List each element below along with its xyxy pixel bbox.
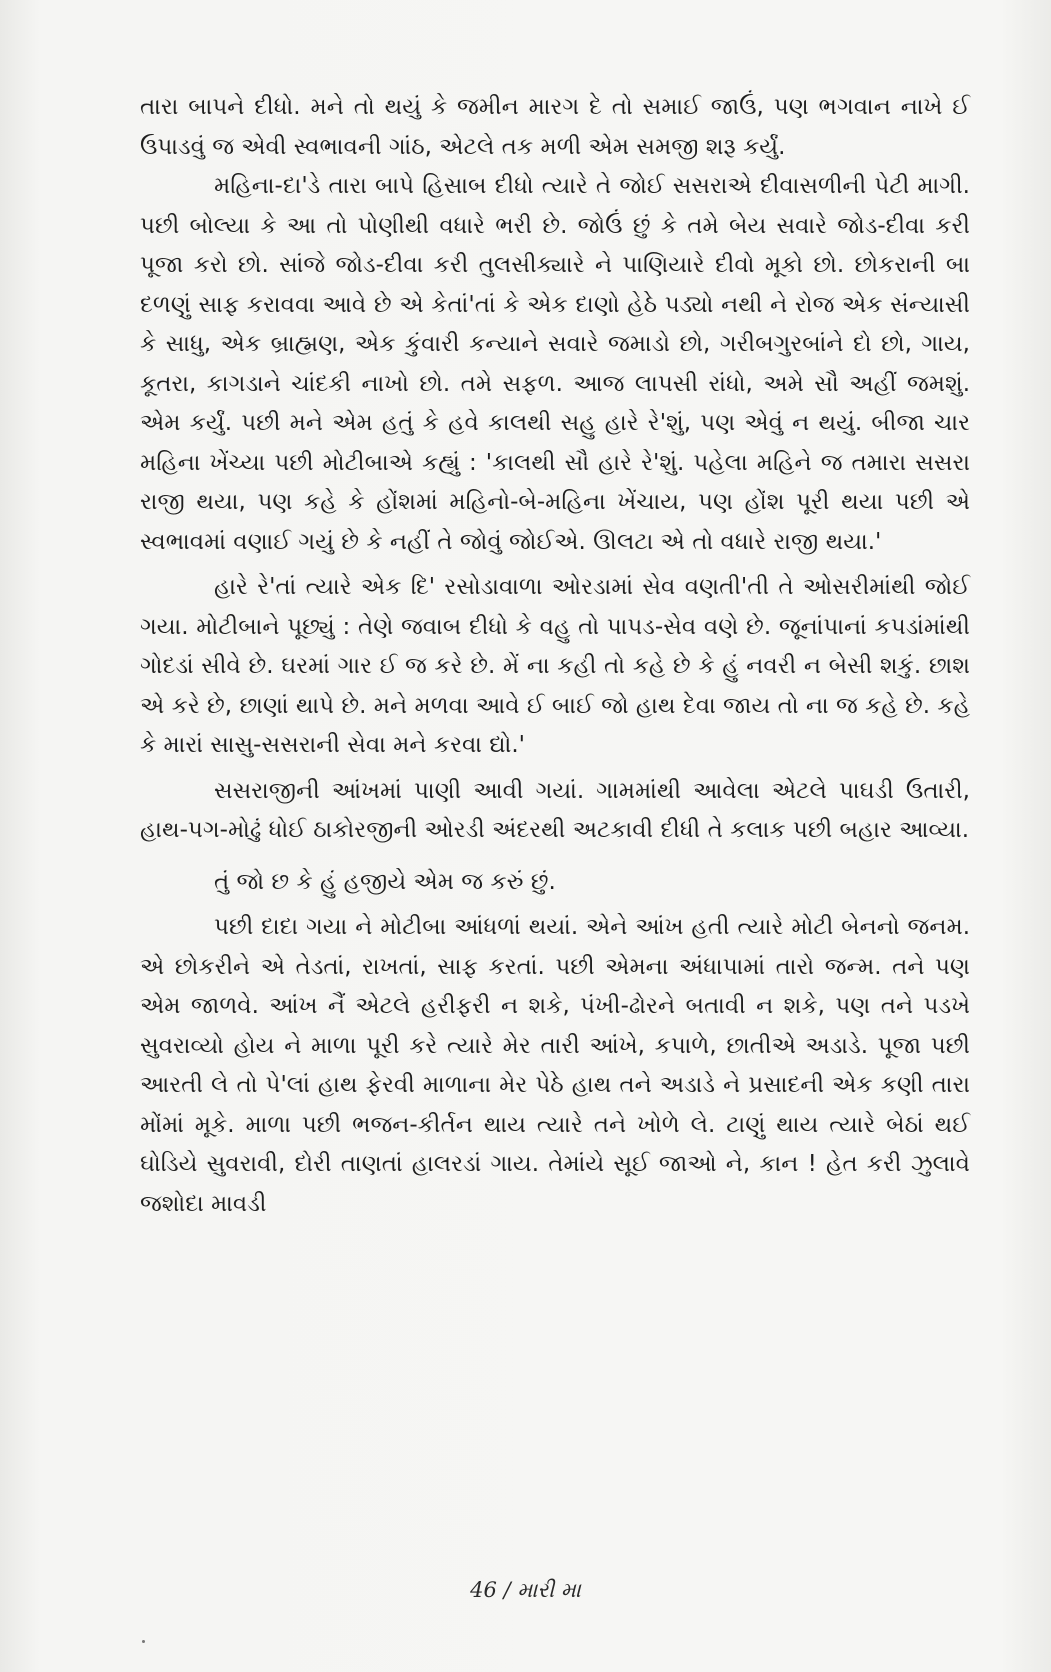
page-footer: 46 / મારી મા xyxy=(470,1578,581,1602)
paragraph-3: હારે રે'તાં ત્યારે એક દિ' રસોડાવાળા ઓરડામાં સેવ વણતી'તી તે ઓસરીમાંથી જોઈ ગયા. મોટીબાને પૂછ્યું : તેણે જવાબ દીધો કે વહુ તો પાપડ-સેવ વણે છે. જૂનાંપાનાં કપડાંમાંથી ગોદડાં સીવે છે. ઘરમાં ગાર ઈ જ કરે છે. મેં ના કહી તો કહે છે કે હું નવરી ન બેસી શકું. છાશ એ કરે છે, છાણાં થાપે છે. મને મળવા આવે ઈ બાઈ જો હાથ દેવા જાય તો ના જ કહે છે. કહે કે મારાં સાસુ-સસરાની સેવા મને કરવા દ્યો.' xyxy=(140,574,970,758)
paragraph-4: સસરાજીની આંખમાં પાણી આવી ગયાં. ગામમાંથી આવેલા એટલે પાઘડી ઉતારી, હાથ-પગ-મોઢું ધોઈ ઠાકોરજીની ઓરડી અંદરથી અટકાવી દીધી તે કલાક પછી બહાર આવ્યા. xyxy=(140,777,970,843)
paragraph-6: પછી દાદા ગયા ને મોટીબા આંધળાં થયાં. એને આંખ હતી ત્યારે મોટી બેનનો જનમ. એ છોકરીને એ તેડતાં, રાખતાં, સાફ કરતાં. પછી એમના અંધાપામાં તારો જન્મ. તને પણ એમ જાળવે. આંખ નૈં એટલે હરીફરી ન શકે, પંખી-ઢોરને બતાવી ન શકે, પણ તને પડખે સુવરાવ્યો હોય ને માળા પૂરી કરે ત્યારે મેર તારી આંખે, કપાળે, છાતીએ અડાડે. પૂજા પછી આરતી લે તો પે'લાં હાથ ફેરવી માળાના મેર પેઠે હાથ તને અડાડે ને પ્રસાદની એક કણી તારા મોંમાં મૂકે. માળા પછી ભજન-કીર્તન થાય ત્યારે તને ખોળે લે. ટાણું થાય ત્યારે બેઠાં થઈ ઘોડિયે સુવરાવી, દોરી તાણતાં હાલરડાં ગાય. તેમાંયે સૂઈ જાઓ ને, કાન ! હેત કરી ઝુલાવે જશોદા માવડી xyxy=(140,914,970,1217)
print-speck xyxy=(142,1640,145,1643)
paragraph-5: તું જો છ કે હું હજીયે એમ જ કરું છું. xyxy=(214,868,556,895)
paragraph-1: તારા બાપને દીધો. મને તો થયું કે જમીન મારગ દે તો સમાઈ જાઉં, પણ ભગવાન નાખે ઈ ઉપાડવું જ એવી સ્વભાવની ગાંઠ, એટલે તક મળી એમ સમજી શરૂ કર્યું. xyxy=(140,94,970,160)
body-text xyxy=(140,88,970,1224)
paragraph-2: મહિના-દા'ડે તારા બાપે હિસાબ દીધો ત્યારે તે જોઈ સસરાએ દીવાસળીની પેટી માગી. પછી બોલ્યા કે આ તો પોણીથી વધારે ભરી છે. જોઉં છું કે તમે બેય સવારે જોડ-દીવા કરી પૂજા કરો છો. સાંજે જોડ-દીવા કરી તુલસીક્યારે ને પાણિયારે દીવો મૂકો છો. છોકરાની બા દળણું સાફ કરાવવા આવે છે એ કેતાં'તાં કે એક દાણો હેઠે પડ્યો નથી ને રોજ એક સંન્યાસી કે સાધુ, એક બ્રાહ્મણ, એક કુંવારી કન્યાને સવારે જમાડો છો, ગરીબગુરબાંને દો છો, ગાય, કૂતરા, કાગડાને ચાંદકી નાખો છો. તમે સફળ. આજ લાપસી રાંધો, અમે સૌ અહીં જમશું. એમ કર્યું. પછી મને એમ હતું કે હવે કાલથી સહુ હારે રે'શું, પણ એવું ન થયું. બીજા ચાર મહિના ખેંચ્યા પછી મોટીબાએ કહ્યું : 'કાલથી સૌ હારે રે'શું. પહેલા મહિને જ તમારા સસરા રાજી થયા, પણ કહે કે હોંશમાં મહિનો-બે-મહિના ખેંચાય, પણ હોંશ પૂરી થયા પછી એ સ્વભાવમાં વણાઈ ગયું છે કે નહીં તે જોવું જોઈએ. ઊલટા એ તો વધારે રાજી થયા.' xyxy=(140,173,970,555)
